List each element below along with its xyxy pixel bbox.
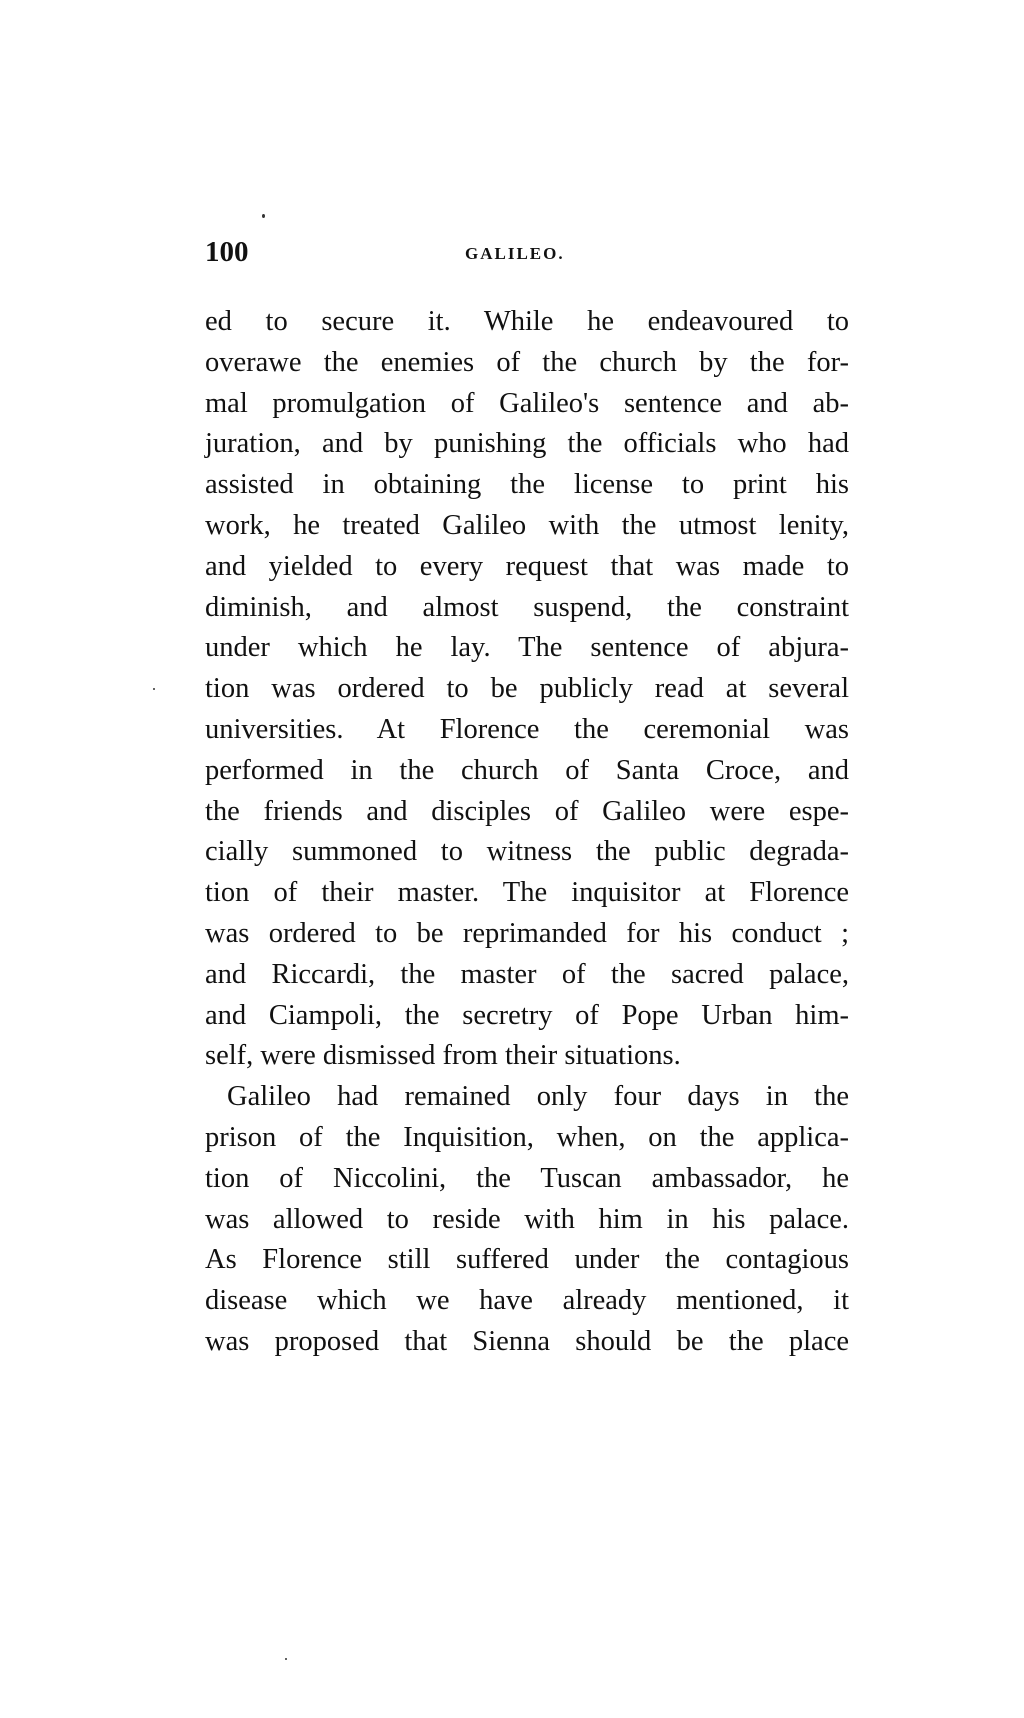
text-line: the friends and disciples of Galileo were espe- — [205, 795, 849, 827]
text-line: and Ciampoli, the secretry of Pope Urban him- — [205, 999, 849, 1031]
text-line: juration, and by punishing the officials who had — [205, 428, 849, 460]
text-line: self, were dismissed from their situations. — [205, 1040, 681, 1072]
text-line: overawe the enemies of the church by the for- — [205, 346, 849, 378]
paragraph — [205, 1077, 849, 1363]
body-text — [205, 302, 849, 1363]
text-line: prison of the Inquisition, when, on the applica- — [205, 1121, 849, 1153]
text-line: was ordered to be reprimanded for his conduct ; — [205, 917, 849, 949]
text-line: under which he lay. The sentence of abjura- — [205, 632, 849, 664]
text-line: tion of their master. The inquisitor at Florence — [205, 877, 849, 909]
text-line: tion was ordered to be publicly read at several — [205, 673, 849, 705]
text-line: assisted in obtaining the license to print his — [205, 469, 849, 501]
text-line: ed to secure it. While he endeavoured to — [205, 306, 849, 337]
text-line: and yielded to every request that was made to — [205, 550, 849, 582]
text-line: Galileo had remained only four days in the — [227, 1081, 849, 1113]
text-line: was allowed to reside with him in his palace. — [205, 1203, 849, 1235]
ink-speck — [285, 1658, 287, 1660]
text-line: cially summoned to witness the public degrada- — [205, 836, 849, 868]
page-number: 100 — [205, 236, 249, 268]
page-header — [205, 236, 849, 276]
text-line: work, he treated Galileo with the utmost lenity, — [205, 509, 849, 541]
text-line: performed in the church of Santa Croce, and — [205, 754, 849, 786]
running-head: GALILEO. — [465, 244, 565, 263]
text-line: disease which we have already mentioned, it — [205, 1285, 849, 1317]
ink-speck — [153, 688, 155, 690]
paragraph — [205, 302, 849, 1077]
text-line: As Florence still suffered under the contagious — [205, 1244, 849, 1276]
text-line: tion of Niccolini, the Tuscan ambassador, he — [205, 1162, 849, 1194]
text-line: diminish, and almost suspend, the constraint — [205, 591, 849, 623]
ink-speck — [262, 214, 265, 218]
text-line: and Riccardi, the master of the sacred palace, — [205, 958, 849, 990]
text-line: mal promulgation of Galileo's sentence and ab- — [205, 387, 849, 419]
text-line: universities. At Florence the ceremonial was — [205, 713, 849, 745]
text-line: was proposed that Sienna should be the place — [205, 1325, 849, 1357]
